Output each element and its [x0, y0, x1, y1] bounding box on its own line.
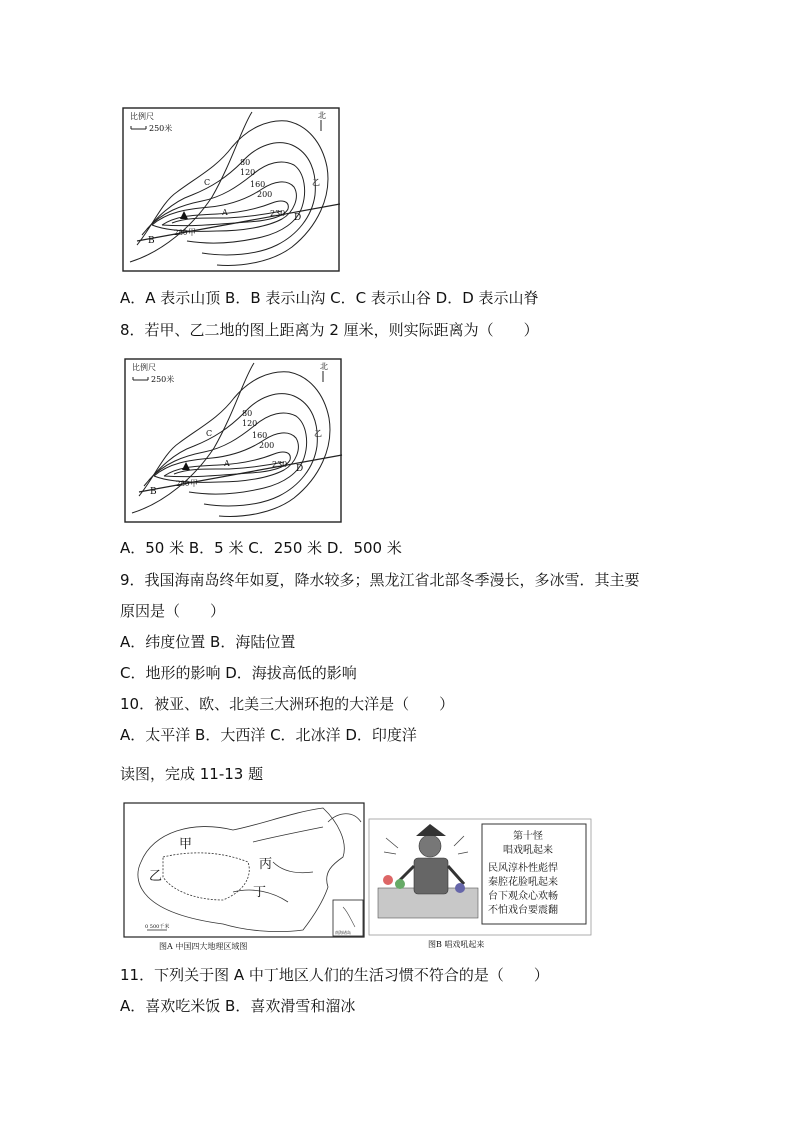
q11-stem: 11．下列关于图 A 中丁地区人们的生活习惯不符合的是（ ）	[120, 966, 549, 984]
point-d: D	[294, 213, 302, 223]
contour-map-2-svg	[122, 358, 344, 523]
contour-label-120: 120	[240, 168, 256, 177]
point-jia: 甲	[188, 228, 196, 237]
point-yi: 乙	[314, 429, 322, 438]
verse-line-4: 不怕戏台要震翻	[488, 905, 558, 916]
contour-label-230: 230	[270, 209, 286, 218]
figure-b-cartoon	[368, 818, 594, 952]
cartoon-title-2: 唱戏吼起来	[503, 845, 553, 856]
q10-options: A．太平洋 B．大西洋 C．北冰洋 D．印度洋	[120, 726, 417, 744]
q10-stem: 10．被亚、欧、北美三大洲环抱的大洋是（ ）	[120, 695, 455, 713]
inset-label: 南海诸岛	[335, 930, 351, 935]
region-jia: 甲	[179, 837, 193, 852]
point-c: C	[204, 178, 211, 187]
q9-stem-line-1: 9．我国海南岛终年如夏，降水较多；黑龙江省北部冬季漫长，多冰雪．其主要	[120, 571, 640, 589]
cartoon-title-1: 第十怪	[513, 831, 543, 842]
point-c: C	[206, 429, 213, 438]
north-label: 北	[320, 362, 328, 371]
scale-value: 250米	[151, 375, 175, 384]
contour-label-230: 230	[272, 460, 288, 469]
verse-line-1: 民风淳朴性彪悍	[488, 863, 558, 874]
point-yi: 乙	[312, 178, 320, 187]
contour-label-160: 160	[250, 180, 266, 189]
q9-stem-line-2: 原因是（ ）	[120, 602, 226, 620]
q9-options-line-2: C．地形的影响 D．海拔高低的影响	[120, 664, 357, 682]
read-instruction: 读图，完成 11-13 题	[120, 765, 264, 783]
point-b: B	[148, 236, 155, 246]
figure-a-china-map	[123, 802, 365, 952]
verse-line-3: 台下观众心欢畅	[488, 891, 558, 902]
contour-label-160: 160	[252, 431, 268, 440]
contour-label-280: 280	[176, 480, 190, 488]
contour-label-200: 200	[257, 190, 273, 199]
scale-value: 250米	[149, 124, 173, 133]
scale-label: 比例尺	[132, 363, 156, 372]
point-d: D	[296, 464, 304, 474]
scale-label: 比例尺	[130, 112, 154, 121]
contour-map-1-svg	[122, 107, 340, 272]
figure-b-svg	[368, 818, 594, 952]
verse-line-2: 秦腔花脸吼起来	[488, 877, 558, 888]
point-b: B	[150, 487, 157, 497]
contour-label-80: 80	[240, 158, 251, 167]
point-jia: 甲	[190, 479, 198, 488]
q8-options: A．50 米 B．5 米 C．250 米 D．500 米	[120, 539, 402, 557]
contour-map-1	[122, 107, 340, 272]
figure-a-svg	[123, 802, 365, 952]
q11-options: A．喜欢吃米饭 B．喜欢滑雪和溜冰	[120, 997, 356, 1015]
north-label: 北	[318, 111, 326, 120]
contour-label-280: 280	[174, 229, 188, 237]
contour-label-120: 120	[242, 419, 258, 428]
scale-text: 0 500千米	[145, 924, 170, 930]
q7-options: A．A 表示山顶 B．B 表示山沟 C．C 表示山谷 D．D 表示山脊	[120, 289, 539, 307]
region-yi: 乙	[149, 869, 163, 884]
figure-b-caption: 图B 唱戏吼起来	[428, 940, 485, 949]
q9-options-line-1: A．纬度位置 B．海陆位置	[120, 633, 296, 651]
q8-stem: 8．若甲、乙二地的图上距离为 2 厘米，则实际距离为（ ）	[120, 321, 539, 339]
figure-a-caption: 图A 中国四大地理区域图	[159, 942, 248, 951]
contour-label-80: 80	[242, 409, 253, 418]
contour-label-200: 200	[259, 441, 275, 450]
region-ding: 丁	[253, 885, 267, 900]
contour-map-2	[122, 358, 344, 523]
region-bing: 丙	[259, 857, 273, 872]
point-a: A	[222, 208, 228, 217]
point-a: A	[224, 459, 230, 468]
